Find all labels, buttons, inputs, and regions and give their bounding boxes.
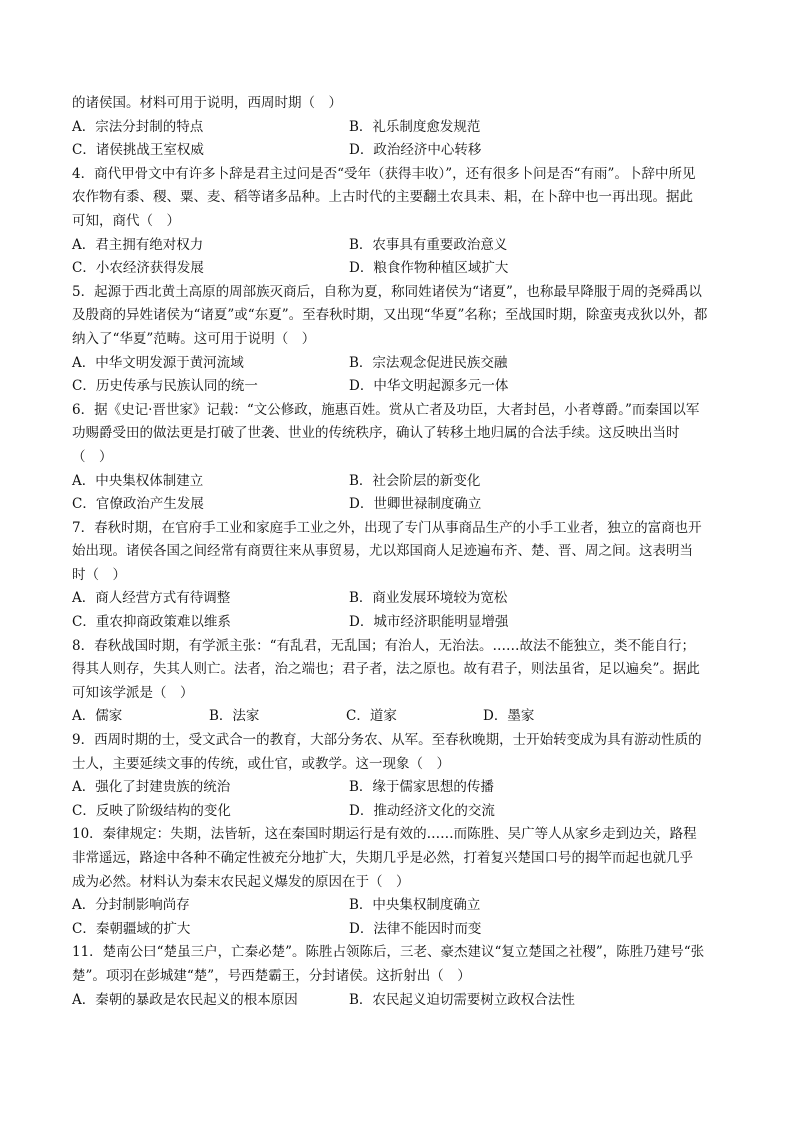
option-b: B．中央集权制度确立 — [349, 897, 481, 914]
options-row — [72, 234, 722, 258]
option-b: D．中华文明起源多元一体 — [349, 378, 509, 395]
option-a: A．君主拥有绝对权力 — [72, 236, 204, 253]
question-content — [72, 92, 722, 1012]
options-row — [72, 352, 722, 376]
option-b: D．法律不能因时而变 — [349, 920, 482, 937]
question-text-line: 6．据《史记·晋世家》记载：“文公修政，施惠百姓。赏从亡者及功臣，大者封邑，小者尊爵。”而秦国以军 — [72, 401, 700, 418]
question-text-line: 11．楚南公曰“楚虽三户，亡秦必楚”。陈胜占领陈后，三老、豪杰建议“复立楚国之社稷”，陈胜乃建号“张 — [72, 944, 705, 961]
options-row — [72, 375, 722, 399]
options-row — [72, 493, 722, 517]
options-row — [72, 139, 722, 163]
option-a: C．官僚政治产生发展 — [72, 496, 204, 513]
question-text-line: 得其人则存，失其人则亡。法者，治之端也；君子者，法之原也。故有君子，则法虽省，足以遍矣”。据此 — [72, 661, 700, 678]
options-row — [72, 989, 722, 1013]
option-b: D．粮食作物种植区域扩大 — [349, 260, 509, 277]
question-text-line: 的诸侯国。材料可用于说明，西周时期（ ） — [72, 95, 342, 111]
option-c: C．道家 — [346, 708, 397, 725]
options-row — [72, 470, 722, 494]
question-text-line: 及殷商的异姓诸侯为“诸夏”或“东夏”。至春秋时期，又出现“华夏”名称；至战国时期，除蛮夷戎狄以外，都 — [72, 307, 708, 324]
options-row — [72, 587, 722, 611]
option-a: A．秦朝的暴政是农民起义的根本原因 — [72, 991, 298, 1008]
options-row — [72, 257, 722, 281]
option-b: D．世卿世禄制度确立 — [349, 496, 482, 513]
question-text-line: 农作物有黍、稷、粟、麦、稻等诸多品种。上古时代的主要翻土农具耒、耜，在卜辞中也一再出现。据此 — [72, 189, 693, 206]
question-text-line: 士人，主要延续文事的传统，或仕官，或教学。这一现象（ ） — [72, 755, 450, 772]
option-a: C．重农抑商政策难以维系 — [72, 614, 231, 631]
question-text-line: 成为必然。材料认为秦末农民起义爆发的原因在于（ ） — [72, 873, 410, 890]
option-a: A．中华文明发源于黄河流域 — [72, 354, 244, 371]
question-text-line: 7．春秋时期，在官府手工业和家庭手工业之外，出现了专门从事商品生产的小手工业者，独立的富商也开 — [72, 519, 702, 536]
options-row — [72, 800, 722, 824]
question-text-line: 10．秦律规定：失期，法皆斩，这在秦国时期运行是有效的……而陈胜、吴广等人从家乡走到边关，路程 — [72, 826, 697, 843]
option-b: B．缘于儒家思想的传播 — [349, 779, 494, 796]
option-a: A．强化了封建贵族的统治 — [72, 779, 231, 796]
option-b: B．社会阶层的新变化 — [349, 472, 481, 489]
option-a: C．秦朝疆域的扩大 — [72, 920, 191, 937]
question-text-line: 5．起源于西北黄土高原的周部族灭商后，自称为夏，称同姓诸侯为“诸夏”，也称最早降服于周的尧舜禹以 — [72, 283, 702, 300]
option-a: A．宗法分封制的特点 — [72, 118, 204, 135]
option-d: D．墨家 — [483, 708, 535, 725]
question-text-line: 4．商代甲骨文中有许多卜辞是君主过问是否“受年（获得丰收）”，还有很多卜问是否“有雨”。卜辞中所见 — [72, 165, 696, 182]
option-b: B．商业发展环境较为宽松 — [349, 590, 508, 607]
option-a: A．中央集权体制建立 — [72, 472, 204, 489]
question-text-line: 8．春秋战国时期，有学派主张：“有乱君，无乱国；有治人，无治法。……故法不能独立，类不能自行； — [72, 637, 695, 654]
option-b: D．推动经济文化的交流 — [349, 802, 495, 819]
option-b: B．农事具有重要政治意义 — [349, 236, 508, 253]
question-text-line: 纳入了“华夏”范畴。这可用于说明（ ） — [72, 330, 316, 347]
option-a: C．诸侯挑战王室权威 — [72, 142, 204, 159]
question-text-line: 时（ ） — [72, 566, 126, 583]
option-b: B．法家 — [209, 708, 260, 725]
option-a: C．小农经济获得发展 — [72, 260, 204, 277]
question-text-line: （ ） — [72, 448, 113, 465]
option-a: A．儒家 — [72, 708, 123, 725]
question-text-line: 功赐爵受田的做法更是打破了世袭、世业的传统秩序，确认了转移土地归属的合法手续。这反映出当时 — [72, 425, 680, 442]
option-a: A．分封制影响尚存 — [72, 897, 190, 914]
option-a: C．反映了阶级结构的变化 — [72, 802, 231, 819]
option-a: A．商人经营方式有待调整 — [72, 590, 231, 607]
options-row — [72, 705, 722, 729]
option-b: B．礼乐制度愈发规范 — [349, 118, 481, 135]
options-row — [72, 611, 722, 635]
options-row — [72, 894, 722, 918]
question-text-line: 非常遥远，路途中各种不确定性被充分地扩大，失期几乎是必然，打着复兴楚国口号的揭竿而起也就几乎 — [72, 850, 693, 866]
option-b: D．城市经济职能明显增强 — [349, 614, 509, 631]
options-row — [72, 776, 722, 800]
option-b: B．宗法观念促进民族交融 — [349, 354, 508, 371]
question-text-line: 可知，商代（ ） — [72, 212, 180, 229]
question-text-line: 楚”。项羽在彭城建“楚”，号西楚霸王，分封诸侯。这折射出（ ） — [72, 967, 471, 984]
question-text-line: 9．西周时期的士，受文武合一的教育，大部分务农、从军。至春秋晚期，士开始转变成为具有游动性质的 — [72, 732, 702, 749]
options-row — [72, 918, 722, 942]
question-text-line: 可知该学派是（ ） — [72, 684, 194, 701]
option-b: D．政治经济中心转移 — [349, 142, 482, 159]
question-text-line: 始出现。诸侯各国之间经常有商贾往来从事贸易，尤以郑国商人足迹遍布齐、楚、晋、周之间。这表明当 — [72, 543, 693, 560]
option-b: B．农民起义迫切需要树立政权合法性 — [349, 991, 575, 1008]
options-row — [72, 116, 722, 140]
option-a: C．历史传承与民族认同的统一 — [72, 378, 258, 395]
